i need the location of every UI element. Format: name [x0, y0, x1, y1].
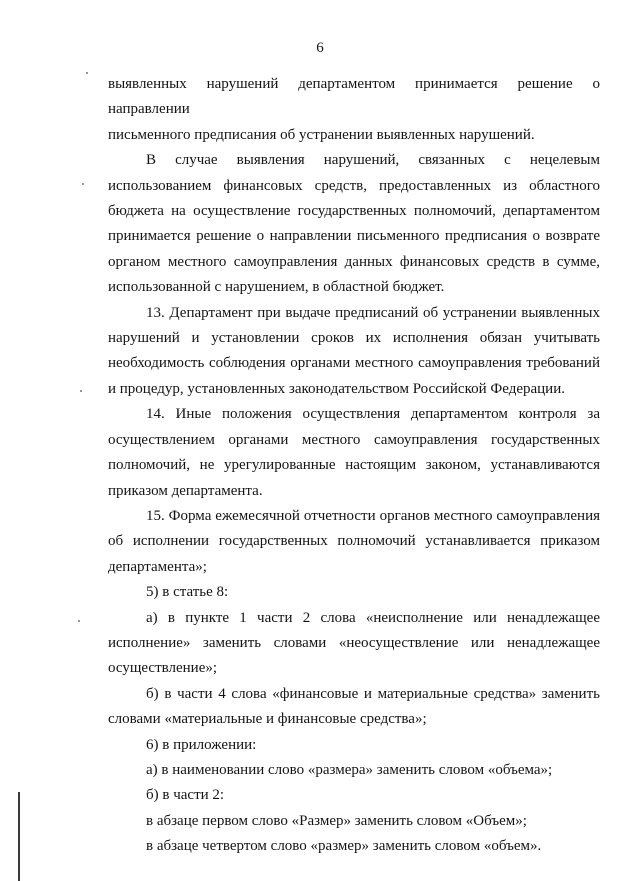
paragraph-line: использованием финансовых средств, предоставленных из областного: [108, 177, 600, 194]
scan-edge-line: [18, 792, 20, 881]
paragraph-line: 14. Иные положения осуществления департаментом контроля за: [146, 406, 600, 423]
paragraph-line: б) в части 2:: [146, 787, 225, 804]
paragraph-line: полномочий, не урегулированные настоящим законом, устанавливаются: [108, 457, 600, 474]
paragraph-line: В случае выявления нарушений, связанных с нецелевым: [146, 152, 600, 169]
page-number: 6: [316, 40, 324, 56]
paragraph-line: бюджета на осуществление государственных полномочий, департаментом: [108, 203, 600, 220]
paragraph-line: департамента»;: [108, 558, 207, 575]
paragraph-line: нарушений и установлении сроков их исполнения обязан учитывать: [108, 330, 600, 347]
paragraph-line: 6) в приложении:: [146, 736, 257, 753]
paragraph-line: принимается решение о направлении письменного предписания о возврате: [108, 228, 600, 245]
paragraph-line: органом местного самоуправления данных финансовых средств в сумме,: [108, 253, 600, 270]
scan-speck: [78, 620, 80, 622]
paragraph-line: использованной с нарушением, в областной бюджет.: [108, 279, 445, 296]
scan-speck: [82, 183, 84, 185]
paragraph-line: осуществление»;: [108, 660, 218, 677]
paragraph-line: осуществлением органами местного самоуправления государственных: [108, 431, 600, 448]
paragraph-line: выявленных нарушений департаментом принимается решение о направлении: [108, 76, 600, 118]
scan-speck: [86, 72, 88, 74]
paragraph-line: а) в наименовании слово «размера» заменить словом «объема»;: [146, 761, 553, 778]
paragraph-line: об исполнении государственных полномочий устанавливается приказом: [108, 533, 600, 550]
paragraph-line: в абзаце четвертом слово «размер» заменить словом «объем».: [146, 838, 542, 855]
paragraph-line: в абзаце первом слово «Размер» заменить словом «Объем»;: [146, 812, 527, 829]
paragraph-line: письменного предписания об устранении выявленных нарушений.: [108, 126, 535, 143]
paragraph-line: 15. Форма ежемесячной отчетности органов местного самоуправления: [146, 507, 600, 524]
paragraph-line: исполнение» заменить словами «неосуществление или ненадлежащее: [108, 634, 600, 651]
paragraph-line: и процедур, установленных законодательством Российской Федерации.: [108, 380, 565, 397]
paragraph-line: приказом департамента.: [108, 482, 263, 499]
paragraph-line: словами «материальные и финансовые средства»;: [108, 711, 427, 728]
paragraph-line: а) в пункте 1 части 2 слова «неисполнение или ненадлежащее: [146, 609, 600, 626]
paragraph-line: 13. Департамент при выдаче предписаний об устранении выявленных: [146, 304, 600, 321]
paragraph-line: б) в части 4 слова «финансовые и материальные средства» заменить: [146, 685, 600, 702]
paragraph-line: необходимость соблюдения органами местного самоуправления требований: [108, 355, 600, 372]
scan-speck: [80, 390, 82, 392]
document-body: [108, 72, 600, 860]
paragraph-line: 5) в статье 8:: [146, 584, 229, 601]
